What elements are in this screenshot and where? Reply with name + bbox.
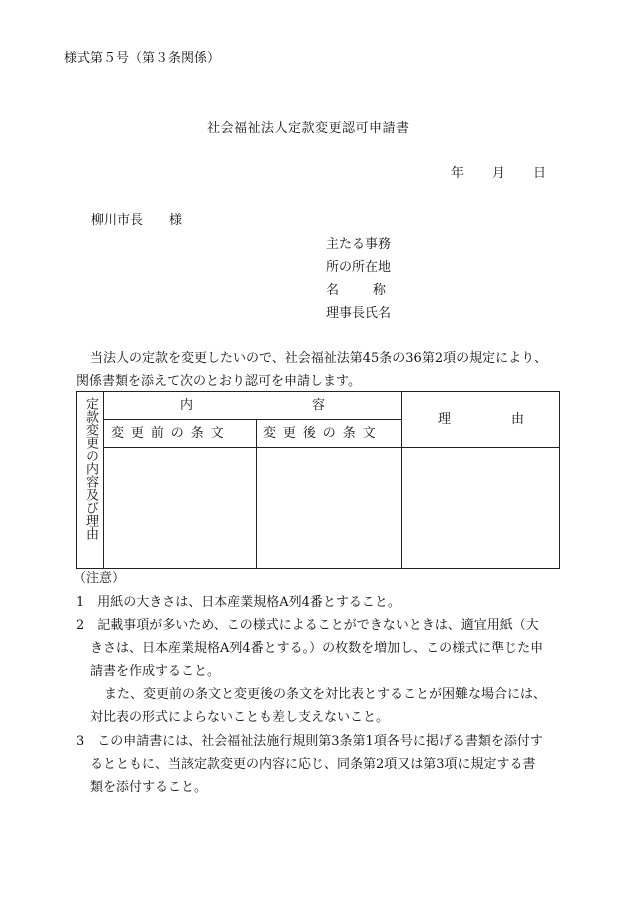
note-2-line-5: 対比表の形式によらないことも差し支えないこと。 — [90, 710, 390, 725]
addressee-honorific: 様 — [169, 213, 183, 228]
table-divider-reason — [401, 391, 402, 569]
note-3-line-3: 類を添付すること。 — [90, 780, 208, 795]
note-2-line-4: また、変更前の条文と変更後の条文を対比表とすることが困難な場合には、 — [104, 687, 547, 702]
applicant-office-label-1: 主たる事務 — [326, 237, 392, 252]
form-number: 様式第５号（第３条関係） — [64, 51, 221, 66]
note-2-line-2: きさは、日本産業規格A列4番とする。）の枚数を増加し、この様式に準じた申 — [90, 641, 544, 656]
table-divider-header — [103, 419, 401, 420]
header-reason-b: 由 — [511, 412, 525, 427]
table-divider-label — [103, 391, 104, 569]
table-border-left — [76, 391, 77, 569]
note-2-line-3: 請書を作成すること。 — [90, 664, 221, 679]
note-2-line-1: 2 記載事項が多いため、この様式によることができないときは、適宜用紙（大 — [76, 618, 539, 633]
applicant-office-label-2: 所の所在地 — [326, 260, 392, 275]
note-3-line-2: るとともに、当該定款変更の内容に応じ、同条第2項又は第3項に規定する書 — [90, 757, 536, 772]
application-body — [76, 347, 566, 393]
header-content-b: 容 — [312, 398, 326, 413]
document-title: 社会福祉法人定款変更認可申請書 — [207, 121, 410, 136]
table-side-label: 定款変更の内容及び理由 — [83, 397, 98, 540]
date-year-label: 年 — [451, 166, 465, 181]
addressee — [91, 214, 182, 227]
header-reason-a: 理 — [438, 412, 452, 427]
note-3-line-1: 3 この申請書には、社会福祉法施行規則第3条第1項各号に掲げる書類を添付す — [76, 734, 543, 749]
body-line-1: 当法人の定款を変更したいので、社会福祉法第45条の36第2項の規定により、 — [90, 351, 548, 366]
body-line-2: 関係書類を添えて次のとおり認可を申請します。 — [76, 374, 361, 389]
applicant-name-label-a: 名 — [326, 283, 340, 298]
table-divider-columns — [103, 447, 560, 448]
applicant-chair-label: 理事長氏名 — [326, 306, 392, 321]
date-month-label: 月 — [492, 166, 506, 181]
table-border-bottom — [76, 568, 560, 569]
date-day-label: 日 — [533, 166, 547, 181]
header-after-text: 変 更 後 の 条 文 — [263, 426, 378, 441]
notes-heading: （注意） — [73, 571, 126, 586]
applicant-name-label-b: 称 — [373, 283, 387, 298]
table-border-right — [559, 391, 560, 569]
header-content-a: 内 — [180, 398, 194, 413]
note-1: 1 用紙の大きさは、日本産業規格A列4番とすること。 — [76, 595, 401, 610]
table-border-top — [76, 391, 560, 392]
header-before-text: 変 更 前 の 条 文 — [111, 426, 226, 441]
table-divider-before-after — [256, 419, 257, 569]
applicant-name-label — [326, 284, 386, 297]
addressee-name: 柳川市長 — [91, 213, 144, 228]
